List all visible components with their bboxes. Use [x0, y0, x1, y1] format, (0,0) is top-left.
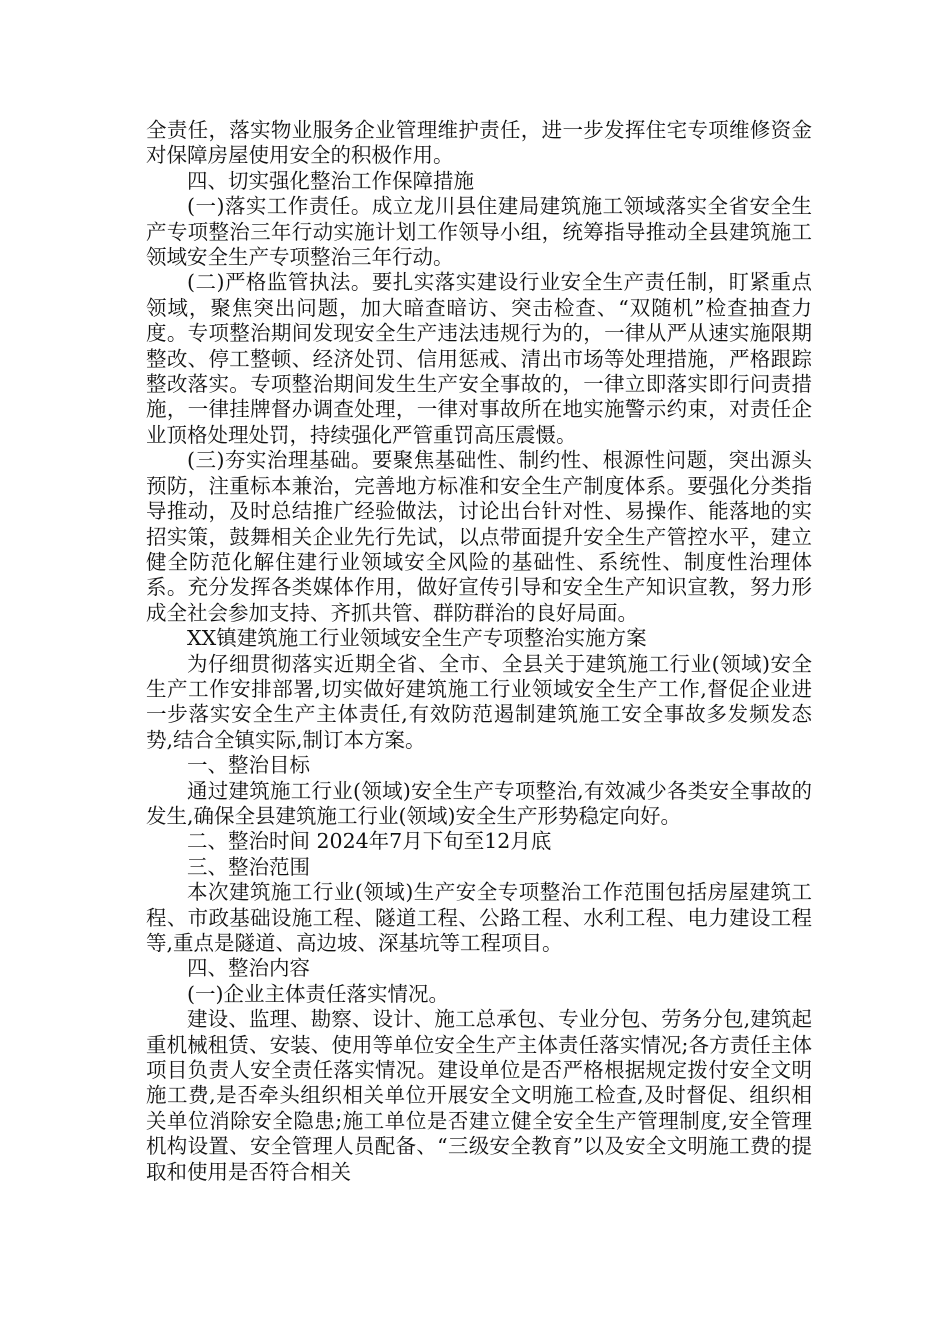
- paragraph-goals: 通过建筑施工行业(领域)安全生产专项整治,有效减少各类安全事故的发生,确保全县建筑施工行业(领域)安全生产形势稳定向好。: [146, 778, 812, 828]
- paragraph-responsibility: (一)落实工作责任。成立龙川县住建局建筑施工领域落实全省安全生产专项整治三年行动实施计划工作领导小组，统筹指导推动全县建筑施工领域安全生产专项整治三年行动。: [146, 194, 812, 270]
- section-heading-time: 二、整治时间 2024年7月下旬至12月底: [187, 829, 552, 854]
- paragraph-intro: 为仔细贯彻落实近期全省、全市、全县关于建筑施工行业(领域)安全生产工作安排部署,切实做好建筑施工行业领域安全生产工作,督促企业进一步落实安全生产主体责任,有效防范遏制建筑施工安全事故多发频发态势,结合全镇实际,制订本方案。: [146, 651, 812, 752]
- section-heading-safeguards: 四、切实强化整治工作保障措施: [187, 168, 474, 193]
- document-title: XX镇建筑施工行业领域安全生产专项整治实施方案: [187, 626, 647, 651]
- section-heading-goals: 一、整治目标: [187, 753, 310, 778]
- paragraph-enforcement: (二)严格监管执法。要扎实落实建设行业安全生产责任制，盯紧重点领域，聚焦突出问题，加大暗查暗访、突击检查、“双随机”检查抽查力度。专项整治期间发现安全生产违法违规行为的，一律从严从速实施限期整改、停工整顿、经济处罚、信用惩戒、清出市场等处理措施，严格跟踪整改落实。专项整治期间发生生产安全事故的，一律立即落实即行问责措施，一律挂牌督办调查处理，一律对事故所在地实施警示约束，对责任企业顶格处理处罚，持续强化严管重罚高压震慑。: [146, 270, 812, 447]
- paragraph-scope: 本次建筑施工行业(领域)生产安全专项整治工作范围包括房屋建筑工程、市政基础设施工程、隧道工程、公路工程、水利工程、电力建设工程等,重点是隧道、高边坡、深基坑等工程项目。: [146, 880, 812, 955]
- document-page: [146, 118, 812, 1185]
- paragraph-enterprise: 建设、监理、勘察、设计、施工总承包、专业分包、劳务分包,建筑起重机械租赁、安装、使用等单位安全生产主体责任落实情况;各方责任主体项目负责人安全责任落实情况。建设单位是否严格根据规定拨付安全文明施工费,是否牵头组织相关单位开展安全文明施工检查,及时督促、组织相关单位消除安全隐患;施工单位是否建立健全安全生产管理制度,安全管理机构设置、安全管理人员配备、“三级安全教育”以及安全文明施工费的提取和使用是否符合相关: [146, 1007, 812, 1184]
- paragraph-foundation: (三)夯实治理基础。要聚焦基础性、制约性、根源性问题，突出源头预防，注重标本兼治，完善地方标准和安全生产制度体系。要强化分类指导推动，及时总结推广经验做法，讨论出台针对性、易操作、能落地的实招实策，鼓舞相关企业先行先试，以点带面提升安全生产管控水平，建立健全防范化解住建行业领域安全风险的基础性、系统性、制度性治理体系。充分发挥各类媒体作用，做好宣传引导和安全生产知识宣教，努力形成全社会参加支持、齐抓共管、群防群治的良好局面。: [146, 448, 812, 625]
- section-heading-scope: 三、整治范围: [187, 854, 310, 879]
- section-heading-content: 四、整治内容: [187, 956, 310, 981]
- paragraph-continuation: 全责任，落实物业服务企业管理维护责任，进一步发挥住宅专项维修资金对保障房屋使用安全的积极作用。: [146, 118, 812, 168]
- subsection-heading-enterprise: (一)企业主体责任落实情况。: [187, 981, 449, 1006]
